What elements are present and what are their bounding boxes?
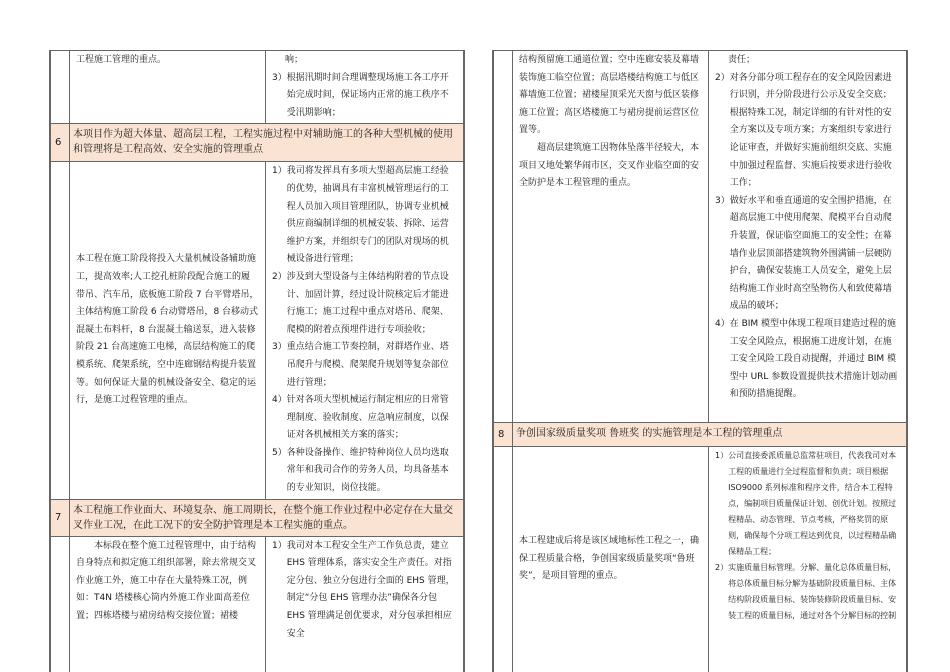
section-header: 争创国家级质量奖项 鲁班奖 的实施管理是本工程的管理重点 bbox=[513, 423, 907, 447]
list-item: 4） 针对各项大型机械运行制定相应的日常管理制度、验收制度、应急响应制度，以保证对各机械相关方案的落实； bbox=[272, 395, 449, 441]
list-item: 2） 涉及到大型设备与主体结构附着的节点设计、加固计算，经过设计院核定后才能进行施工；施工过程中重点对塔吊、爬架、爬模的附着点预埋件进行专项验收； bbox=[272, 271, 449, 335]
table-row bbox=[51, 536, 464, 672]
measures-list bbox=[709, 447, 907, 672]
section-header: 本项目作为超大体量、超高层工程，工程实施过程中对辅助施工的各种大型机械的使用和管理将是工程高效、安全实施的管理重点 bbox=[70, 124, 464, 162]
section-header-row bbox=[51, 124, 464, 162]
left-table bbox=[50, 50, 464, 672]
table-row bbox=[51, 162, 464, 499]
difficulty-description: 本标段在整个施工过程管理中，由于结构自身特点和拟定施工组织部署，除去常规交叉作业施工外，施工中存在大量特殊工况，例如：T4N 塔楼核心筒内外施工作业面高差位置；四栋塔楼与裙房结构交接位置；裙楼 bbox=[70, 536, 266, 672]
difficulty-description: 本工程在施工阶段将投入大量机械设备辅助施工，提高效率;人工挖孔桩阶段配合施工的履带吊、汽车吊，底板施工阶段 7 台平臂塔吊，主体结构施工阶段 6 台动臂塔吊，8 台移动式混凝土布料杆，8 台混凝土输送泵，进入装修阶段 21 台高速施工电梯，高层结构施工的爬模系统、爬架系统，空中连廊钢结构提升装置等。如何保证大量的机械设备安全、稳定的运行，是施工过程管理的重点。 bbox=[70, 162, 266, 499]
list-item: 3） 根据汛期时间合理调整现场施工各工序开始完成时间，保证场内正常的施工秩序不受汛期影响； bbox=[272, 72, 449, 118]
measures-list bbox=[266, 162, 464, 499]
right-table bbox=[493, 50, 907, 672]
left-table-column bbox=[49, 50, 465, 672]
list-item: 3） 做好水平和垂直通道的安全围护措施，在超高层施工中使用爬架、爬模平台自动爬升装置，保证临空面施工的安全性；在幕墙作业层顶部搭建筑物外围满铺一层硬防护台，确保安装施工人员安全，避免上层结构施工作业时高空坠物伤人和致使幕墙成品的破坏； bbox=[715, 195, 892, 312]
row-measures: 响； 3） 根据汛期时间合理调整现场施工各工序开始完成时间，保证场内正常的施工秩序不受汛期影响； bbox=[266, 51, 464, 124]
section-header-row bbox=[494, 423, 907, 447]
right-table-column bbox=[492, 50, 908, 672]
difficulty-description: 结构预留施工通道位置；空中连廊安装及幕墙装饰施工临空位置；高层塔楼结构施工与低区幕墙施工位置；裙楼屋顶采光天窗与低区装修施工位置；高区塔楼施工与裙房提前运营区位置等。 超高层建筑施工因物体坠落半径较大，本项目又地处繁华闹市区，交叉作业临空面的安全防护是本工程管理的重点。 bbox=[513, 51, 709, 423]
row-left-text: 工程施工管理的重点。 bbox=[70, 51, 266, 124]
section-number: 8 bbox=[494, 423, 513, 447]
difficulty-description: 本工程建成后将是该区域地标性工程之一，确保工程质量合格，争创国家级质量奖项“鲁班奖”，是项目管理的重点。 bbox=[513, 447, 709, 672]
section-number: 7 bbox=[51, 499, 70, 536]
table-row bbox=[494, 51, 907, 423]
measures-list: 责任； 2） 对各分部分项工程存在的安全风险因素进行识别，并分阶段进行公示及安全交底；根据特殊工况，制定详细的有针对性的安全方案以及专项方案；方案组织专家进行论证审查，并做好实施前组织交底、实施中加强过程监督、实施后按要求进行验收工作； 3） 做好水平和垂直通道的安全围护措施，在超高层施工中使用爬架、爬模平台自动爬升装置，保证临空面施工的安全性；在幕墙作业层顶部搭建筑物外围满铺一层硬防护台，确保安装施工人员安全，避免上层结构施工作业时高空坠物伤人和致使幕墙成品的破坏； 4） 在 BIM 模型中体现工程项目建造过程的施工安全风险点，根据施工进度计划，在施工安全风险工段自动提醒，并通过 BIM 模型中 URL 参数设置提供技术措施计划动画和预防措施提醒。 bbox=[709, 51, 907, 423]
list-item: 1） 我司对本工程安全生产工作负总责，建立 EHS 管理体系，落实安全生产责任。对指定分包、独立分包进行全面的 EHS 管理，制定“分包 EHS 管理办法”确保各分包 EHS 管理满足创优要求，对分包承担相应安全 bbox=[272, 540, 455, 639]
list-item: 1） 我司将发挥具有多项大型超高层施工经验的优势，抽调具有丰富机械管理运行的工程人员加入项目管理团队，协调专业机械供应商编制详细的机械安装、拆除、运营维护方案，并组织专门的团队对现场的机械设备进行管理； bbox=[272, 166, 449, 265]
list-item: 5） 各种设备操作、维护特种岗位人员均选取常年和我司合作的劳务人员，均具备基本的专业知识，岗位技能。 bbox=[272, 447, 449, 494]
list-item: 3） 重点结合施工节奏控制，对群塔作业、塔吊爬升与爬模、爬架爬升规划等复杂部位进行管理； bbox=[272, 342, 449, 388]
list-item: 4） 在 BIM 模型中体现工程项目建造过程的施工安全风险点，根据施工进度计划，在施工安全风险工段自动提醒，并通过 BIM 模型中 URL 参数设置提供技术措施计划动画和预防措施提醒。 bbox=[715, 318, 898, 400]
list-item: 1） 公司直接委派质量总监常驻项目，代表我司对本工程的质量进行全过程监督和负责；项目根据 ISO9000 系列标准和程序文件，结合本工程特点，编制项目质量保证计划、创优计划。按照过程精品、动态管理、节点考核，严格奖罚的原则，确保每个分项工程达到优良，以过程精品确保精品工程； bbox=[715, 451, 897, 556]
table-row bbox=[51, 51, 464, 124]
section-header-row bbox=[51, 499, 464, 536]
section-header: 本工程施工作业面大、环境复杂、施工周期长，在整个施工作业过程中必定存在大量交叉作业工况，在此工况下的安全防护管理是本工程实施的重点。 bbox=[70, 499, 464, 536]
list-item: 2） 实施质量目标管理。分解、量化总体质量目标，将总体质量目标分解为基础阶段质量目标、主体结构阶段质量目标、装饰装修阶段质量目标、安装工程的质量目标，通过对各个分解目标的控制 bbox=[715, 563, 897, 620]
section-number: 6 bbox=[51, 124, 70, 162]
table-row bbox=[494, 447, 907, 672]
measures-list bbox=[266, 536, 464, 672]
list-item: 2） 对各分部分项工程存在的安全风险因素进行识别，并分阶段进行公示及安全交底；根据特殊工况，制定详细的有针对性的安全方案以及专项方案；方案组织专家进行论证审查，并做好实施前组织交底、实施中加强过程监督、实施后按要求进行验收工作； bbox=[715, 72, 892, 189]
